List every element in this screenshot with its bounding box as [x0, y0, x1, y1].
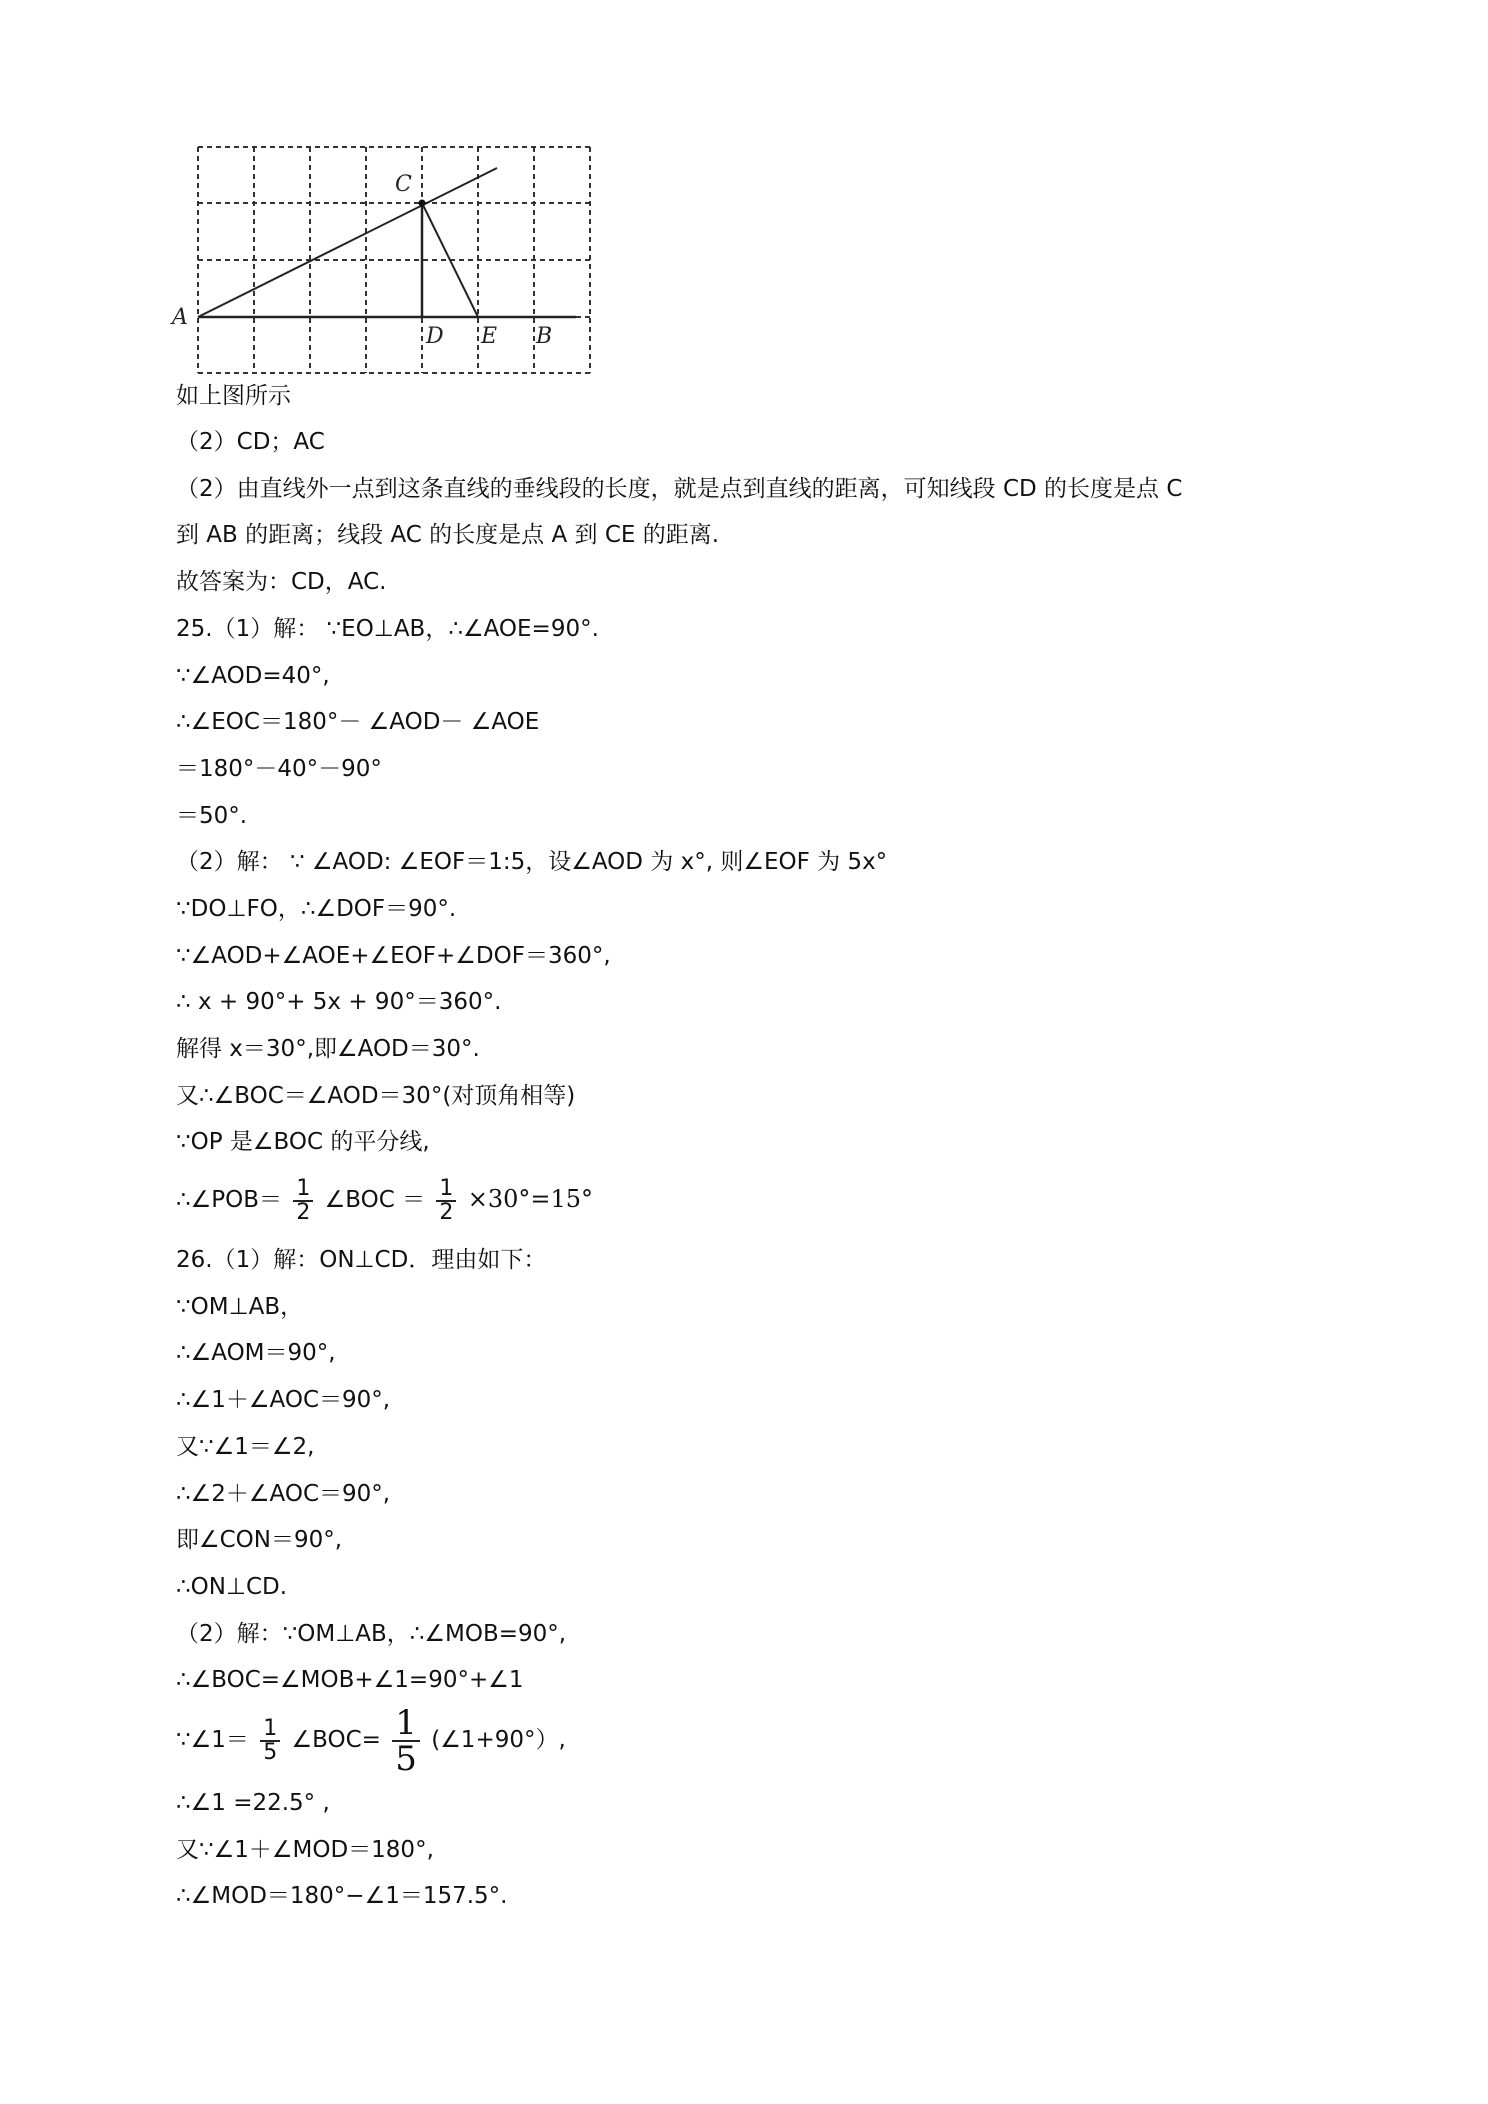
equation-text: ∠BOC=	[291, 1727, 381, 1753]
fraction-one-half	[436, 1175, 456, 1225]
text-line: ∴∠2＋∠AOC＝90°,	[176, 1481, 391, 1507]
text-line: 25.（1）解： ∵EO⊥AB，∴∠AOE=90°.	[176, 616, 599, 642]
point-c	[419, 200, 426, 207]
fraction-one-half	[293, 1175, 313, 1225]
text-line: ∵OM⊥AB，	[176, 1294, 304, 1320]
fraction-numerator: 1	[395, 1702, 417, 1743]
text-line: 即∠CON＝90°,	[176, 1527, 343, 1553]
text-line: 又∵∠1＝∠2,	[176, 1434, 315, 1460]
equation-line-pob	[176, 1164, 593, 1235]
text-line: 又∴∠BOC＝∠AOD＝30°(对顶角相等)	[176, 1083, 576, 1109]
text-line: ∴∠EOC＝180°－ ∠AOD－ ∠AOE	[176, 709, 540, 735]
label-a: A	[172, 305, 188, 330]
fraction-denominator: 2	[436, 1200, 456, 1224]
text-line: ＝50°.	[176, 803, 248, 829]
equation-line-angle1	[176, 1702, 566, 1778]
text-line: （2）解：∵OM⊥AB，∴∠MOB=90°,	[176, 1621, 567, 1647]
text-line: ＝180°－40°－90°	[176, 756, 382, 782]
equation-text: (∠1+90°）,	[431, 1727, 566, 1753]
text-line: （2）解： ∵ ∠AOD: ∠EOF＝1:5，设∠AOD 为 x°, 则∠EOF 为 5x°	[176, 849, 888, 875]
text-line: ∴∠AOM＝90°,	[176, 1340, 336, 1366]
text-line: ∵OP 是∠BOC 的平分线,	[176, 1129, 430, 1155]
text-line: ∴ON⊥CD.	[176, 1574, 288, 1600]
text-line: 如上图所示	[176, 383, 291, 409]
text-line: ∵∠AOD+∠AOE+∠EOF+∠DOF＝360°,	[176, 943, 611, 969]
line-ac	[198, 168, 497, 317]
equation-text: ∵∠1＝	[176, 1727, 249, 1753]
text-line: ∵DO⊥FO，∴∠DOF＝90°.	[176, 896, 457, 922]
text-line: ∵∠AOD=40°,	[176, 663, 330, 689]
text-line: ∴∠MOD＝180°−∠1＝157.5°.	[176, 1883, 508, 1909]
label-d: D	[426, 324, 444, 349]
fraction-denominator: 5	[392, 1740, 420, 1776]
geometry-figure	[170, 140, 610, 380]
text-line: ∴∠BOC=∠MOB+∠1=90°+∠1	[176, 1667, 524, 1693]
text-line: ∴∠1 =22.5° ,	[176, 1790, 330, 1816]
text-line: 解得 x＝30°,即∠AOD＝30°.	[176, 1036, 480, 1062]
text-line: 故答案为：CD，AC.	[176, 569, 387, 595]
equation-text: ∠BOC ＝	[324, 1187, 426, 1213]
text-line: （2）CD；AC	[176, 429, 325, 455]
fraction-numerator: 1	[439, 1175, 454, 1201]
text-line: 到 AB 的距离；线段 AC 的长度是点 A 到 CE 的距离.	[176, 522, 720, 548]
text-line: ∴ x + 90°+ 5x + 90°＝360°.	[176, 989, 502, 1015]
dashed-grid	[198, 147, 590, 373]
text-line: （2）由直线外一点到这条直线的垂线段的长度，就是点到直线的距离，可知线段 CD 的长度是点 C	[176, 476, 1183, 502]
equation-text: ∴∠POB＝	[176, 1187, 283, 1213]
fraction-denominator: 5	[260, 1740, 280, 1764]
fraction-numerator: 1	[296, 1175, 311, 1201]
fraction-numerator: 1	[263, 1715, 278, 1741]
text-line: 又∵∠1＋∠MOD＝180°,	[176, 1837, 434, 1863]
text-line: 26.（1）解：ON⊥CD．理由如下：	[176, 1247, 547, 1273]
fraction-one-fifth-large	[392, 1702, 420, 1779]
equation-result: ×30°=15°	[467, 1185, 594, 1213]
fraction-one-fifth	[260, 1715, 280, 1765]
text-line: ∴∠1＋∠AOC＝90°,	[176, 1387, 391, 1413]
label-b: B	[536, 324, 553, 349]
fraction-denominator: 2	[293, 1200, 313, 1224]
label-e: E	[481, 324, 498, 349]
label-c: C	[395, 172, 412, 197]
